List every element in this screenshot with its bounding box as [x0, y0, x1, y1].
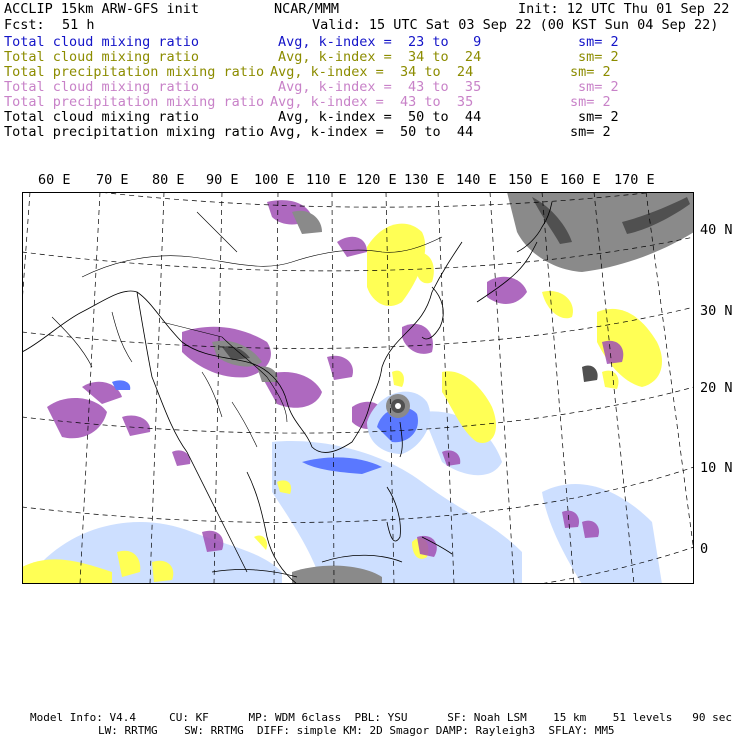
- legend-avg: Avg, k-index = 43 to 35: [270, 94, 474, 110]
- lat-label: 40 N: [700, 222, 733, 238]
- init-time: Init: 12 UTC Thu 01 Sep 22: [518, 1, 730, 17]
- legend-avg: Avg, k-index = 34 to 24: [270, 64, 474, 80]
- model-title: ACCLIP 15km ARW-GFS init: [4, 1, 200, 17]
- lat-label: 20 N: [700, 380, 733, 396]
- legend-sm: sm= 2: [570, 64, 611, 80]
- footer-model-info: Model Info: V4.4 CU: KF MP: WDM 6class PBL: YSU SF: Noah LSM 15 km 51 levels 90 sec: [30, 711, 732, 724]
- lat-label: 10 N: [700, 460, 733, 476]
- legend-sm: sm= 2: [578, 109, 619, 125]
- legend-avg: Avg, k-index = 50 to 44: [278, 109, 482, 125]
- legend-sm: sm= 2: [570, 94, 611, 110]
- legend-field: Total cloud mixing ratio: [4, 34, 200, 50]
- lon-label: 80 E: [152, 172, 185, 188]
- legend-sm: sm= 2: [578, 79, 619, 95]
- legend-avg: Avg, k-index = 23 to 9: [278, 34, 482, 50]
- lon-label: 60 E: [38, 172, 71, 188]
- footer-physics-info: LW: RRTMG SW: RRTMG DIFF: simple KM: 2D Smagor DAMP: Rayleigh3 SFLAY: MM5: [98, 724, 615, 737]
- legend-avg: Avg, k-index = 50 to 44: [270, 124, 474, 140]
- lon-label: 100 E: [254, 172, 295, 188]
- legend-sm: sm= 2: [578, 34, 619, 50]
- legend-avg: Avg, k-index = 43 to 35: [278, 79, 482, 95]
- legend-field: Total cloud mixing ratio: [4, 79, 200, 95]
- forecast-label: Fcst:: [4, 17, 45, 33]
- lat-label: 30 N: [700, 303, 733, 319]
- forecast-hours: 51 h: [62, 17, 95, 33]
- legend-avg: Avg, k-index = 34 to 24: [278, 49, 482, 65]
- valid-time: Valid: 15 UTC Sat 03 Sep 22 (00 KST Sun 04 Sep 22): [312, 17, 719, 33]
- lon-label: 160 E: [560, 172, 601, 188]
- legend-field: Total precipitation mixing ratio: [4, 124, 265, 140]
- lat-label: 0: [700, 541, 709, 557]
- legend-field: Total cloud mixing ratio: [4, 109, 200, 125]
- lon-label: 170 E: [614, 172, 655, 188]
- map-panel: [22, 192, 694, 584]
- lon-label: 150 E: [508, 172, 549, 188]
- legend-field: Total cloud mixing ratio: [4, 49, 200, 65]
- org-label: NCAR/MMM: [274, 1, 340, 17]
- lon-label: 130 E: [404, 172, 445, 188]
- lon-label: 120 E: [356, 172, 397, 188]
- lon-label: 90 E: [206, 172, 239, 188]
- legend-sm: sm= 2: [570, 124, 611, 140]
- lon-label: 110 E: [306, 172, 347, 188]
- legend-sm: sm= 2: [578, 49, 619, 65]
- legend-field: Total precipitation mixing ratio: [4, 94, 265, 110]
- lon-label: 140 E: [456, 172, 497, 188]
- legend-field: Total precipitation mixing ratio: [4, 64, 265, 80]
- lon-label: 70 E: [96, 172, 129, 188]
